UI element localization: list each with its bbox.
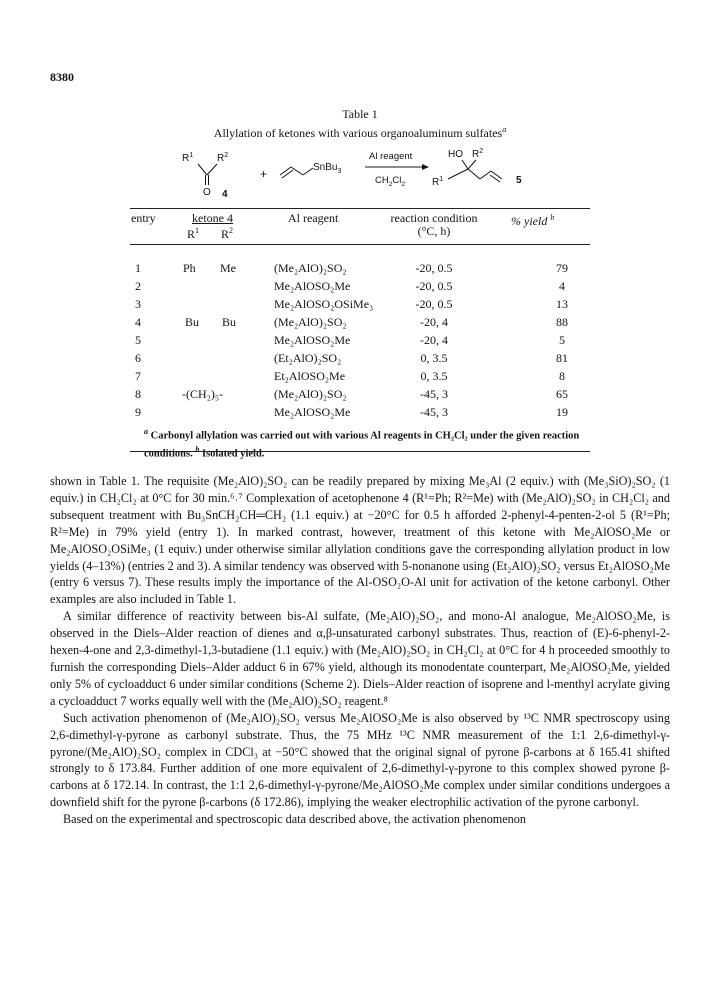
ketone-structure [182,152,228,200]
page-number: 8380 [50,70,74,84]
product-r1-sup: 1 [439,176,444,183]
ketone-oxygen: O [203,187,211,198]
row-condition: -20, 0.5 [415,297,453,311]
row-r2: Me [220,261,236,275]
row-condition: -20, 0.5 [415,261,453,275]
product-structure [432,148,522,188]
svg-text:SnBu3 [313,162,341,175]
table-title-sup: a [502,125,507,134]
product-bond-r1 [448,169,468,179]
footnote-b-text: Isolated yield. [201,448,265,459]
footnote-b-mark: b [195,444,200,454]
row-r1: Bu [185,315,200,329]
paragraph: shown in Table 1. The requisite (Me₂AlO)₂SO₂ can be readily prepared by mixing Me₃Al (2 equiv.) with (Me₃SiO)₂SO₂ (1 equiv.) in CH₂Cl₂ at 0°C for 30 min.⁶˒⁷ Complexation of acetophenone 4 (R¹=Ph; R²=Me) with (Me₂AlO)₂SO₂ in CH₂Cl₂ and subsequent treatment with Bu₃SnCH₂CH═CH₂ (1.1 equiv.) at −20°C for 0.5 h afforded 2-phenyl-4-penten-2-ol 5 (R¹=Ph; R²=Me) in 79% yield (entry 1). In marked contrast, however, treatment of this ketone with Me₂AlOSO₂Me or Me₂AlOSO₂OSiMe₃ (1 equiv.) under otherwise similar allylation conditions gave the corresponding allylation product in low yields (4–13%) (entries 2 and 3). A similar tendency was observed with 5-nonanone using (Et₂AlO)₂SO₂ versus Et₂AlOSO₂Me (entry 6 versus 7). These results imply the importance of the Al-OSO₂O-Al unit for activation of the ketone carbonyl. Other examples are also included in Table 1. [50,474,670,607]
svg-text:R2 [472,148,483,160]
row-yield: 88 [556,315,568,329]
header-r1-sup: 1 [195,226,200,235]
row-yield: 19 [556,405,568,419]
allyl-double-bond [282,170,293,178]
row-condition: -20, 4 [420,333,448,347]
footnote-a-mark: a [144,427,148,436]
arrow-solvent-sub1: 2 [388,181,393,188]
row-condition: -20, 4 [420,315,448,329]
row-yield: 8 [559,369,565,383]
paragraph: Based on the experimental and spectroscopic data described above, the activation phenomenon [63,812,526,827]
table-label: Table 1 [342,107,378,121]
header-yield-label: % yield [511,214,548,228]
row-yield: 5 [559,333,565,347]
table-header-rule [130,244,590,245]
header-r2-sup: 2 [229,226,234,235]
reaction-scheme [170,145,590,205]
row-entry: 8 [135,387,141,401]
svg-text:R1 [432,176,443,188]
body-text [50,473,670,828]
arrow-head [422,164,429,170]
row-entry: 1 [135,261,141,275]
row-yield: 4 [559,279,565,293]
plus-sign: + [260,167,268,181]
product-number: 5 [516,175,522,186]
ketone-bond-right [207,164,217,175]
allyl-bond-1 [280,167,291,175]
product-bond-ch [480,171,491,179]
product-r2: R [472,149,480,160]
header-condition-units: (°C, h) [417,224,451,238]
arrow-solvent-cl: Cl [392,175,402,186]
arrow-reagent-label: Al reagent [369,151,413,162]
arrow-solvent-ch: CH [375,175,389,186]
header-r2 [221,224,233,241]
product-r1: R [432,177,440,188]
ketone-r2: R [217,153,225,164]
header-entry: entry [131,211,156,225]
row-entry: 4 [135,315,141,329]
ketone-number: 4 [222,189,228,200]
stannane-sub: 3 [337,168,342,175]
arrow-solvent-sub2: 2 [401,181,405,188]
product-bond-oh [462,160,468,169]
row-yield: 79 [556,261,568,275]
footnote-a-text: Carbonyl allylation was carried out with various Al reagents in CH₂Cl₂ under the given reaction conditions. [144,430,580,459]
row-entry: 2 [135,279,141,293]
row-r1: Ph [183,261,196,275]
header-r1 [187,224,199,241]
ketone-r1-sup: 1 [189,152,194,159]
ketone-r1: R [182,153,190,164]
product-vinyl-bond [491,171,502,179]
row-reagent: (Me₂AlO)₂SO₂ [274,261,347,275]
row-reagent: Me₂AlOSO₂Me [274,405,351,419]
row-reagent: Me₂AlOSO₂Me [274,279,351,293]
row-reagent: Me₂AlOSO₂Me [274,333,351,347]
row-condition: -20, 0.5 [415,279,453,293]
row-condition: 0, 3.5 [420,369,448,383]
stannane-label: SnBu [313,162,338,173]
allyl-bond-2 [291,167,303,175]
row-entry: 9 [135,405,141,419]
header-r1-label: R [187,227,196,241]
paragraph: Such activation phenomenon of (Me₂AlO)₂SO₂ versus Me₂AlOSO₂Me is also observed by ¹³C NMR spectroscopy using 2,6-dimethyl-γ-pyrone as carbonyl substrate. Thus, the 75 MHz ¹³C NMR measurement of the 1:1 2,6-dimethyl-γ-pyrone/(Me₂AlO)₂SO₂ complex in CDCl₃ at −50°C showed that the original signal of pyrone β-carbons at δ 165.41 shifted strongly to δ 173.84. Further addition of one more equivalent of 2,6-dimethyl-γ-pyrone to this complex showed pyrone β-carbons at δ 172.14. In contrast, the 1:1 2,6-dimethyl-γ-pyrone/Me₂AlOSO₂Me complex under similar conditions undergoes a downfield shift for the pyrone β-carbons (δ 172.86), implying the weaker electrophilic activation of the pyrone carbonyl. [50,710,670,810]
row-reagent: Et₂AlOSO₂Me [274,369,346,383]
ketone-bond-left [198,164,207,175]
row-entry: 7 [135,369,141,383]
product-ho: HO [448,149,463,160]
table-title [0,122,720,141]
header-yield [511,211,554,228]
row-entry: 3 [135,297,141,311]
row-r1: -(CH₂)₅- [182,387,224,401]
table-title-text: Allylation of ketones with various organoaluminum sulfates [213,126,503,140]
row-reagent: (Me₂AlO)₂SO₂ [274,315,347,329]
row-yield: 13 [556,297,568,311]
product-bond-ch2 [468,169,480,179]
reaction-arrow [365,151,429,188]
header-condition: reaction condition [390,211,478,225]
row-entry: 5 [135,333,141,347]
svg-text:CH2Cl2 [375,175,405,188]
table-top-rule [130,208,590,209]
row-condition: 0, 3.5 [420,351,448,365]
row-reagent: (Me₂AlO)₂SO₂ [274,387,347,401]
row-reagent: (Et₂AlO)₂SO₂ [274,351,342,365]
row-condition: -45, 3 [420,405,448,419]
row-reagent: Me₂AlOSO₂OSiMe₃ [274,297,374,311]
row-entry: 6 [135,351,141,365]
svg-text:R1 [182,152,193,164]
row-r2: Bu [222,315,237,329]
row-yield: 65 [556,387,568,401]
product-r2-sup: 2 [479,148,484,155]
row-condition: -45, 3 [420,387,448,401]
header-ketone: ketone 4 [192,211,233,225]
header-yield-sup: b [550,213,555,222]
header-r2-label: R [221,227,230,241]
allyl-bond-3 [303,168,313,175]
header-reagent: Al reagent [288,211,339,225]
table-footnote [144,425,584,460]
svg-text:R2 [217,152,228,164]
allylstannane-structure [280,162,341,178]
ketone-r2-sup: 2 [224,152,229,159]
product-bond-r2 [468,160,476,169]
row-yield: 81 [556,351,568,365]
paragraph: A similar difference of reactivity between bis-Al sulfate, (Me₂AlO)₂SO₂, and mono-Al analogue, Me₂AlOSO₂Me, is observed in the Diels–Alder reaction of dienes and α,β-unsaturated carbonyl substrates. Thus, reaction of (E)-6-phenyl-2-hexen-4-one and 2,3-dimethyl-1,3-butadiene (1.1 equiv.) with (Me₂AlO)₂SO₂ in CH₂Cl₂ at 0°C for 4 h proceeded smoothly to furnish the corresponding Diels–Alder adduct 6 in 67% yield, although its monodentate counterpart, Me₂AlOSO₂Me, yielded only 5% of cycloadduct 6 under similar conditions (Scheme 2). Diels–Alder reaction of isoprene and l-menthyl acrylate giving a cycloadduct 7 works equally well with the (Me₂AlO)₂SO₂ reagent.⁸ [50,609,670,708]
